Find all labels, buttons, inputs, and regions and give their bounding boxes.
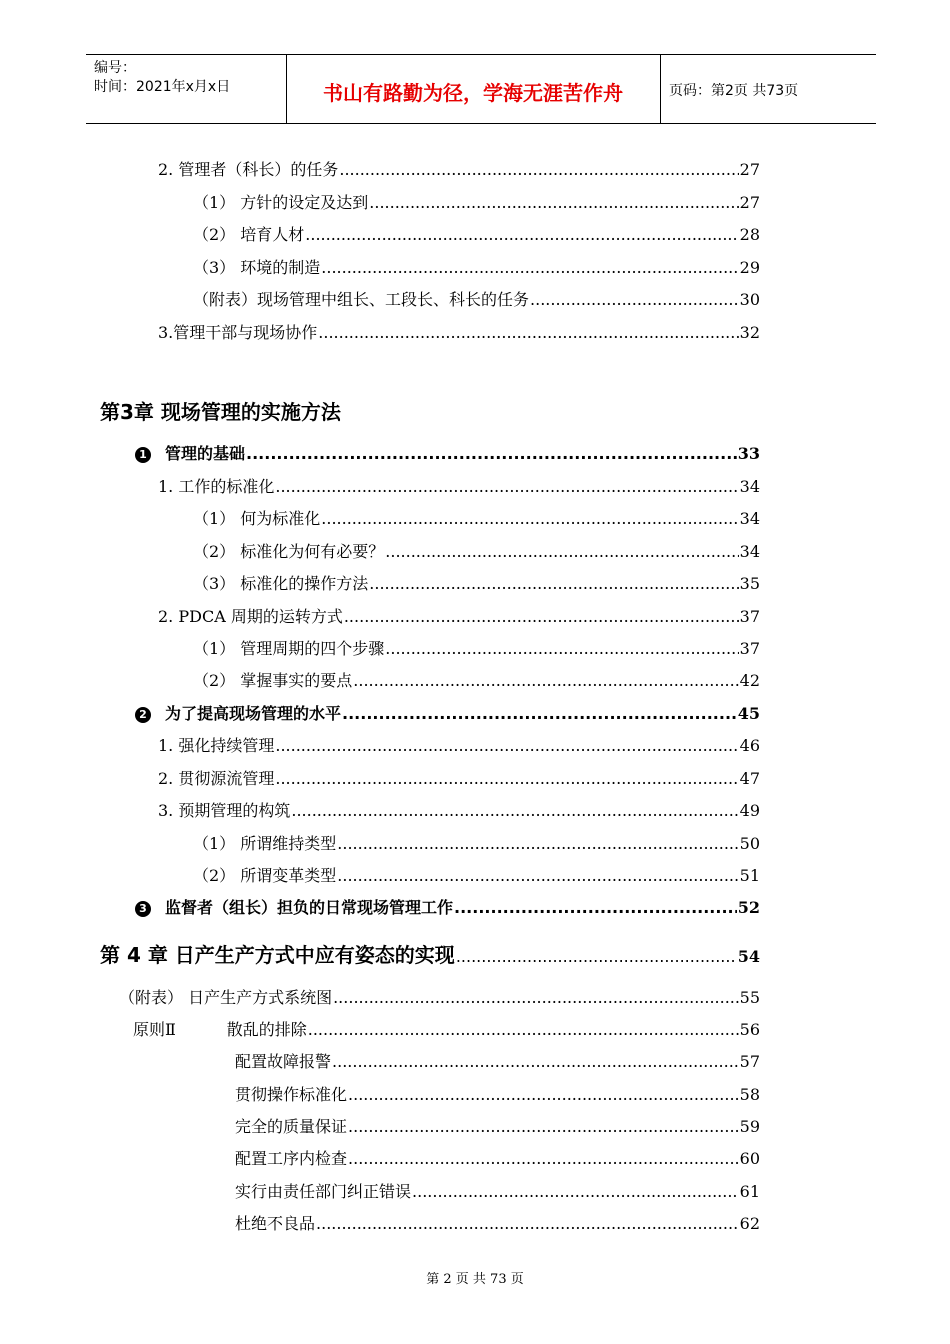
toc-label: （附表）现场管理中组长、工段长、科长的任务 bbox=[193, 290, 530, 309]
toc-leader bbox=[332, 1052, 739, 1071]
toc-entry[interactable] bbox=[0, 604, 950, 628]
toc-leader bbox=[353, 671, 738, 690]
toc-page: 50 bbox=[739, 834, 760, 853]
toc-page: 54 bbox=[737, 947, 760, 966]
header-motto: 书山有路勤为径，学海无涯苦作舟 bbox=[323, 81, 623, 105]
toc-page: 46 bbox=[739, 736, 760, 755]
toc-leader bbox=[291, 801, 738, 820]
toc-leader bbox=[308, 1020, 739, 1039]
toc-entry[interactable] bbox=[0, 506, 950, 530]
toc-label: 配置工序内检查 bbox=[235, 1149, 348, 1168]
toc-entry[interactable] bbox=[0, 668, 950, 692]
toc-leader bbox=[316, 1214, 739, 1233]
toc-leader bbox=[385, 542, 738, 561]
chapter-entry[interactable] bbox=[0, 939, 950, 967]
toc-entry[interactable] bbox=[0, 571, 950, 595]
toc-label: （2） 所谓变革类型 bbox=[193, 866, 337, 885]
toc-leader bbox=[348, 1149, 739, 1168]
toc-leader bbox=[275, 477, 738, 496]
toc-leader bbox=[454, 898, 737, 917]
number-label: 编号： bbox=[94, 60, 136, 76]
toc-entry[interactable] bbox=[0, 766, 950, 790]
toc-label: （1） 方针的设定及达到 bbox=[193, 193, 369, 212]
toc-label: 实行由责任部门纠正错误 bbox=[235, 1182, 412, 1201]
toc-label: 管理的基础 bbox=[165, 444, 246, 463]
toc-leader bbox=[342, 704, 737, 723]
numbered-bullet-icon: 3 bbox=[135, 901, 151, 917]
toc-entry[interactable] bbox=[0, 1114, 950, 1138]
toc-label: （1） 所谓维持类型 bbox=[193, 834, 337, 853]
toc-page: 34 bbox=[739, 542, 760, 561]
toc-page: 59 bbox=[739, 1117, 760, 1136]
toc-section-label bbox=[135, 701, 341, 724]
toc-label: 第 4 章 日产生产方式中应有姿态的实现 bbox=[100, 943, 455, 967]
toc-entry[interactable] bbox=[0, 190, 950, 214]
toc-page: 32 bbox=[739, 323, 760, 342]
toc-page: 51 bbox=[739, 866, 760, 885]
toc-leader bbox=[321, 258, 738, 277]
toc-section-label bbox=[135, 895, 453, 918]
toc-section-entry[interactable] bbox=[0, 701, 950, 725]
toc-label: 杜绝不良品 bbox=[235, 1214, 316, 1233]
toc-leader bbox=[321, 509, 738, 528]
toc-leader bbox=[348, 1085, 739, 1104]
toc-leader bbox=[456, 947, 737, 966]
toc-entry[interactable] bbox=[0, 1049, 950, 1073]
toc-page: 56 bbox=[739, 1020, 760, 1039]
chapter-heading: 第3章 现场管理的实施方法 bbox=[100, 400, 341, 424]
toc-page: 37 bbox=[739, 639, 760, 658]
toc-label: （2） 标准化为何有必要？ bbox=[193, 542, 385, 561]
toc-page: 45 bbox=[737, 704, 760, 723]
toc-label: 3.管理干部与现场协作 bbox=[158, 323, 318, 342]
toc-label: 监督者（组长）担负的日常现场管理工作 bbox=[165, 898, 454, 917]
toc-entry[interactable] bbox=[0, 539, 950, 563]
toc-label: （2） 掌握事实的要点 bbox=[193, 671, 353, 690]
toc-leader bbox=[246, 444, 737, 463]
numbered-bullet-icon: 1 bbox=[135, 447, 151, 463]
toc-page: 61 bbox=[739, 1182, 760, 1201]
toc-page: 27 bbox=[739, 160, 760, 179]
toc-leader bbox=[333, 988, 739, 1007]
toc-section-label bbox=[135, 441, 245, 464]
toc-entry[interactable] bbox=[0, 320, 950, 344]
toc-leader bbox=[385, 639, 738, 658]
toc-leader bbox=[530, 290, 739, 309]
toc-leader bbox=[305, 225, 738, 244]
toc-leader bbox=[348, 1117, 739, 1136]
toc-label: （3） 标准化的操作方法 bbox=[193, 574, 369, 593]
toc-entry[interactable] bbox=[0, 222, 950, 246]
toc-page: 49 bbox=[739, 801, 760, 820]
toc-label: 1. 强化持续管理 bbox=[158, 736, 275, 755]
toc-label: （附表） 日产生产方式系统图 bbox=[119, 988, 333, 1007]
toc-page: 34 bbox=[739, 477, 760, 496]
toc-page: 33 bbox=[737, 444, 760, 463]
toc-label: 2. PDCA 周期的运转方式 bbox=[158, 607, 343, 626]
toc-entry[interactable] bbox=[0, 1017, 950, 1041]
header-divider bbox=[660, 55, 661, 123]
toc-entry[interactable] bbox=[0, 985, 950, 1009]
toc-entry[interactable] bbox=[0, 255, 950, 279]
toc-label: 3. 预期管理的构筑 bbox=[158, 801, 291, 820]
toc-section-entry[interactable] bbox=[0, 895, 950, 919]
toc-page: 57 bbox=[739, 1052, 760, 1071]
toc-page: 37 bbox=[739, 607, 760, 626]
toc-page: 47 bbox=[739, 769, 760, 788]
toc-page: 28 bbox=[739, 225, 760, 244]
toc-page: 29 bbox=[739, 258, 760, 277]
toc-entry[interactable] bbox=[0, 1179, 950, 1203]
toc-label: 2. 管理者（科长）的任务 bbox=[158, 160, 339, 179]
toc-entry[interactable] bbox=[0, 831, 950, 855]
toc-label: 原则Ⅱ 散乱的排除 bbox=[133, 1020, 307, 1039]
toc-page: 52 bbox=[737, 898, 760, 917]
toc-entry[interactable] bbox=[0, 474, 950, 498]
toc-leader bbox=[318, 323, 738, 342]
toc-page: 35 bbox=[739, 574, 760, 593]
toc-entry[interactable] bbox=[0, 287, 950, 311]
header-meta bbox=[94, 59, 230, 97]
toc-page: 55 bbox=[739, 988, 760, 1007]
toc-leader bbox=[339, 160, 738, 179]
toc-label: （1） 何为标准化 bbox=[193, 509, 321, 528]
header-page-info: 页码：第2页 共73页 bbox=[669, 83, 799, 99]
time-label: 时间：2021年x月x日 bbox=[94, 79, 231, 95]
toc-entry[interactable] bbox=[0, 733, 950, 757]
toc-entry[interactable] bbox=[0, 157, 950, 181]
toc-leader bbox=[412, 1182, 739, 1201]
toc-label: （1） 管理周期的四个步骤 bbox=[193, 639, 385, 658]
toc-entry[interactable] bbox=[0, 636, 950, 660]
toc-page: 42 bbox=[739, 671, 760, 690]
toc-leader bbox=[337, 834, 738, 853]
toc-entry[interactable] bbox=[0, 863, 950, 887]
toc-label: 1. 工作的标准化 bbox=[158, 477, 275, 496]
toc-entry[interactable] bbox=[0, 1146, 950, 1170]
toc-entry[interactable] bbox=[0, 1082, 950, 1106]
toc-entry[interactable] bbox=[0, 1211, 950, 1235]
toc-page: 62 bbox=[739, 1214, 760, 1233]
toc-label: 完全的质量保证 bbox=[235, 1117, 348, 1136]
toc-leader bbox=[275, 736, 738, 755]
toc-entry[interactable] bbox=[0, 798, 950, 822]
toc-section-entry[interactable] bbox=[0, 441, 950, 465]
toc-label: 为了提高现场管理的水平 bbox=[165, 704, 342, 723]
toc-leader bbox=[337, 866, 738, 885]
toc-leader bbox=[344, 607, 739, 626]
toc-label: （2） 培育人材 bbox=[193, 225, 305, 244]
page-footer: 第 2 页 共 73 页 bbox=[426, 1272, 524, 1287]
toc-leader bbox=[369, 574, 738, 593]
document-header bbox=[86, 54, 876, 124]
toc-label: 配置故障报警 bbox=[235, 1052, 332, 1071]
toc-page: 34 bbox=[739, 509, 760, 528]
toc-page: 60 bbox=[739, 1149, 760, 1168]
toc-leader bbox=[275, 769, 738, 788]
toc-leader bbox=[369, 193, 738, 212]
toc-page: 58 bbox=[739, 1085, 760, 1104]
numbered-bullet-icon: 2 bbox=[135, 707, 151, 723]
toc-label: 2. 贯彻源流管理 bbox=[158, 769, 275, 788]
toc-page: 27 bbox=[739, 193, 760, 212]
toc-label: （3） 环境的制造 bbox=[193, 258, 321, 277]
toc-page: 30 bbox=[739, 290, 760, 309]
toc-label: 贯彻操作标准化 bbox=[235, 1085, 348, 1104]
